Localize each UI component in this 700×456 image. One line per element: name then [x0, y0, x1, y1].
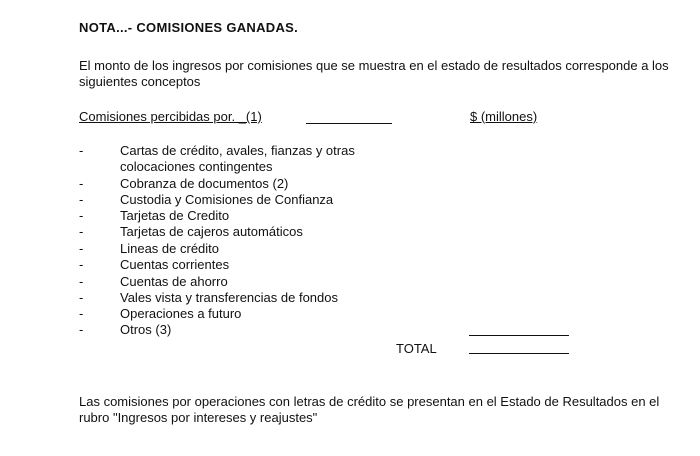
list-item: Lineas de crédito — [120, 241, 220, 256]
column-header-concept: Comisiones percibidas por. _(1) — [79, 109, 262, 124]
list-item: Operaciones a futuro — [120, 306, 242, 321]
list-item: Vales vista y transferencias de fondos — [120, 290, 338, 305]
list-item: Tarjetas de Credito — [120, 208, 230, 223]
bullet-dash: - — [79, 322, 84, 337]
list-item: Cuentas corrientes — [120, 257, 230, 272]
header-blank-line — [306, 123, 392, 124]
bullet-dash: - — [79, 176, 84, 191]
bullet-dash: - — [79, 241, 84, 256]
intro-paragraph: El monto de los ingresos por comisiones que se muestra en el estado de resultados corresponde a los siguientes conceptos — [79, 58, 669, 89]
footer-paragraph: Las comisiones por operaciones con letras de crédito se presentan en el Estado de Resultados en el rubro "Ingresos por intereses y reajustes" — [79, 394, 660, 425]
bullet-dash: - — [79, 192, 84, 207]
column-header-amount: $ (millones) — [470, 109, 538, 124]
list-item: Cuentas de ahorro — [120, 274, 228, 289]
subtotal-blank-line — [469, 335, 569, 336]
list-item: Custodia y Comisiones de Confianza — [120, 192, 334, 207]
bullet-dash: - — [79, 257, 84, 272]
total-blank-line — [469, 353, 569, 354]
bullet-dash: - — [79, 224, 84, 239]
bullet-dash: - — [79, 290, 84, 305]
list-item: Cobranza de documentos (2) — [120, 176, 289, 191]
bullet-dash: - — [79, 143, 84, 158]
list-item: Otros (3) — [120, 322, 172, 337]
list-item: Cartas de crédito, avales, fianzas y otras colocaciones contingentes — [120, 143, 355, 174]
total-label: TOTAL — [396, 341, 437, 356]
bullet-dash: - — [79, 274, 84, 289]
list-item: Tarjetas de cajeros automáticos — [120, 224, 303, 239]
bullet-dash: - — [79, 208, 84, 223]
bullet-dash: - — [79, 306, 84, 321]
note-title: NOTA...- COMISIONES GANADAS. — [79, 20, 299, 35]
